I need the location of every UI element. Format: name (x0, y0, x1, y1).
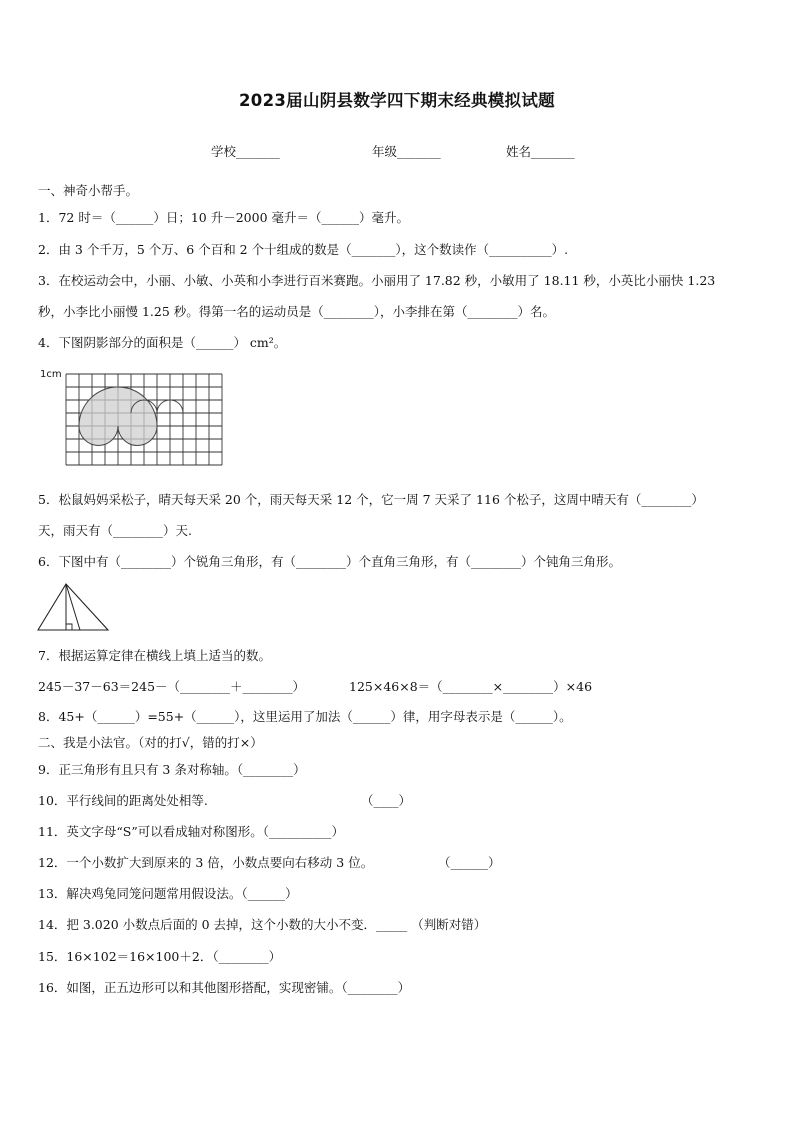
question-10: 10．平行线间的距离处处相等. (38, 793, 208, 808)
question-7-expression-a: 245－37－63＝245－（________＋________） (38, 679, 306, 694)
triangle-figure (36, 582, 110, 632)
question-7-expression-b: 125×46×8＝（________×________）×46 (349, 679, 593, 694)
question-10-answer: （____） (361, 793, 412, 808)
section-2-heading: 二、我是小法官。（对的打√，错的打×） (38, 735, 263, 750)
page-title: 2023届山阴县数学四下期末经典模拟试题 (239, 91, 555, 110)
question-14: 14．把 3.020 小数点后面的 0 去掉，这个小数的大小不变．_____ （判断对错） (38, 917, 487, 932)
section-1-heading: 一、神奇小帮手。 (38, 183, 139, 198)
question-3-line-2: 秒，小李比小丽慢 1.25 秒。得第一名的运动员是（________），小李排在第（________）名。 (38, 304, 556, 319)
question-7: 7．根据运算定律在横线上填上适当的数。 (38, 648, 271, 663)
grid-scale-label: 1cm (40, 369, 62, 380)
question-12-answer: （______） (438, 855, 501, 870)
school-field: 学校_______ (211, 144, 280, 159)
question-2: 2．由 3 个千万，5 个万、6 个百和 2 个十组成的数是（_______），这个数读作（__________）. (38, 242, 569, 257)
question-5-line-2: 天，雨天有（________）天. (38, 523, 192, 538)
question-4: 4．下图阴影部分的面积是（______） cm²。 (38, 335, 287, 350)
question-5-line-1: 5．松鼠妈妈采松子，晴天每天采 20 个，雨天每天采 12 个，它一周 7 天采了 116 个松子，这周中晴天有（________） (38, 492, 704, 507)
question-11: 11．英文字母“S”可以看成轴对称图形。（__________） (38, 824, 345, 839)
question-1: 1．72 时＝（______）日；10 升－2000 毫升＝（______）毫升。 (38, 210, 409, 225)
question-3-line-1: 3．在校运动会中，小丽、小敏、小英和小李进行百米赛跑。小丽用了 17.82 秒，小敏用了 18.11 秒，小英比小丽快 1.23 (38, 273, 716, 288)
grade-field: 年级_______ (372, 144, 441, 159)
question-6: 6．下图中有（________）个锐角三角形，有（________）个直角三角形，有（________）个钝角三角形。 (38, 554, 621, 569)
question-16: 16．如图，正五边形可以和其他图形搭配，实现密铺。（________） (38, 980, 411, 995)
question-12: 12．一个小数扩大到原来的 3 倍，小数点要向右移动 3 位。 (38, 855, 374, 870)
question-9: 9．正三角形有且只有 3 条对称轴。（________） (38, 762, 306, 777)
name-field: 姓名_______ (506, 144, 575, 159)
question-13: 13．解决鸡兔同笼问题常用假设法。（______） (38, 886, 298, 901)
question-15: 15．16×102＝16×100＋2．（________） (38, 949, 282, 964)
grid-area-figure (38, 366, 224, 474)
question-8: 8．45+（______）=55+（______），这里运用了加法（______）律，用字母表示是（______）。 (38, 709, 572, 724)
